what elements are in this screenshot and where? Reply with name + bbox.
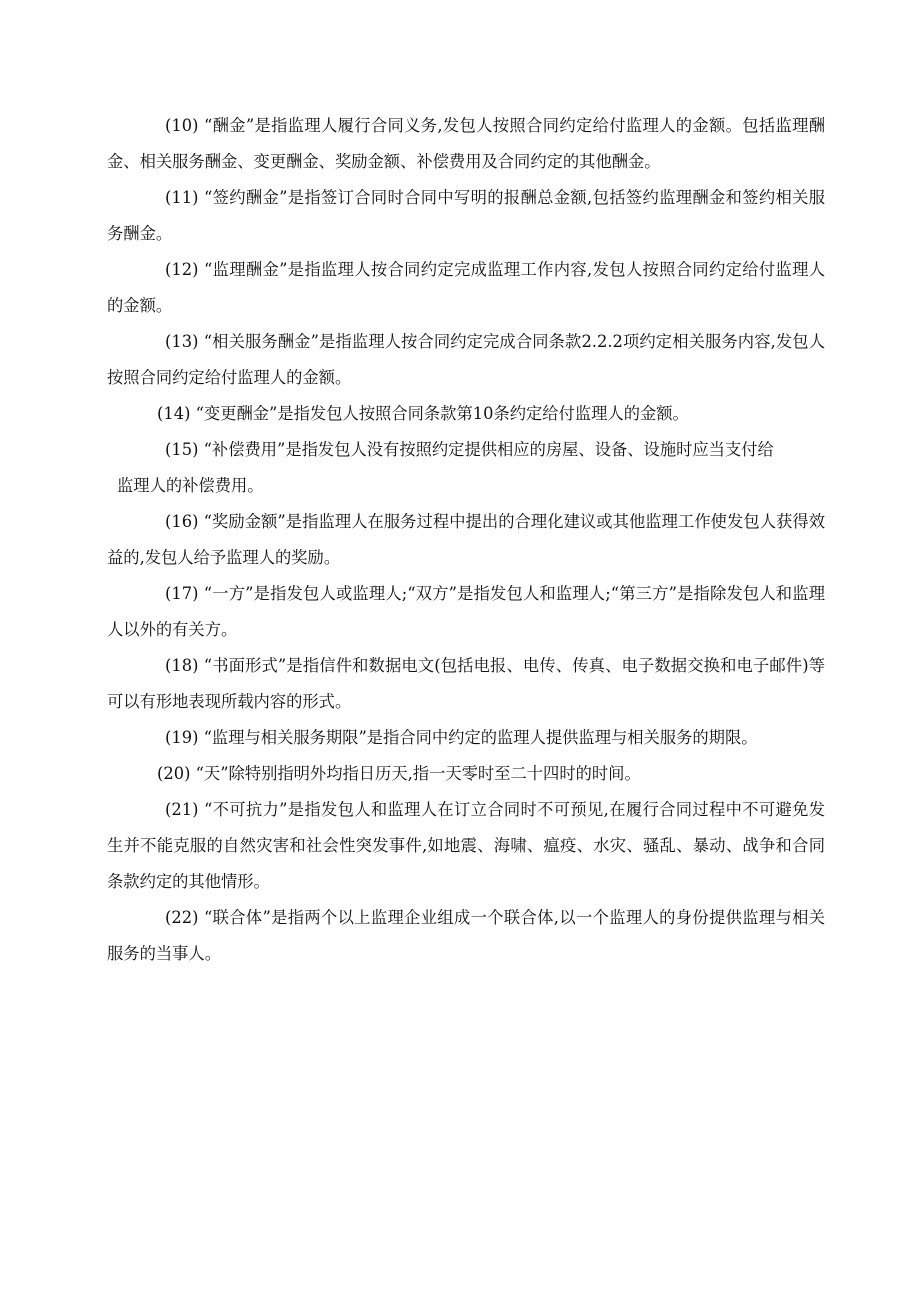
definition-paragraph-20: (20) “天”除特别指明外均指日历天,指一天零时至二十四时的时间。 — [157, 764, 641, 783]
definition-paragraph-15-line1: (15) “补偿费用”是指发包人没有按照约定提供相应的房屋、设备、设施时应当支付给 — [165, 440, 774, 459]
definition-paragraph-19: (19) “监理与相关服务期限”是指合同中约定的监理人提供监理与相关服务的期限。 — [165, 728, 758, 747]
definition-paragraph-15-line2: 监理人的补偿费用。 — [117, 476, 264, 495]
definition-paragraph-22: (22) “联合体”是指两个以上监理企业组成一个联合体,以一个监理人的身份提供监理与相关服务的当事人。 — [107, 908, 825, 963]
definition-paragraph-13: (13) “相关服务酬金”是指监理人按合同约定完成合同条款2.2.2项约定相关服务内容,发包人按照合同约定给付监理人的金额。 — [107, 332, 825, 387]
definition-paragraph-21: (21) “不可抗力”是指发包人和监理人在订立合同时不可预见,在履行合同过程中不可避免发生并不能克服的自然灾害和社会性突发事件,如地震、海啸、瘟疫、水灾、骚乱、暴动、战争和合同条款约定的其他情形。 — [107, 800, 825, 891]
definition-paragraph-17: (17) “一方”是指发包人或监理人;“双方”是指发包人和监理人;“第三方”是指除发包人和监理人以外的有关方。 — [107, 584, 825, 639]
definition-paragraph-10: (10) “酬金”是指监理人履行合同义务,发包人按照合同约定给付监理人的金额。包括监理酬金、相关服务酬金、变更酬金、奖励金额、补偿费用及合同约定的其他酬金。 — [107, 116, 825, 171]
definition-paragraph-18: (18) “书面形式”是指信件和数据电文(包括电报、电传、传真、电子数据交换和电子邮件)等可以有形地表现所载内容的形式。 — [107, 656, 825, 711]
definition-paragraph-14: (14) “变更酬金”是指发包人按照合同条款第10条约定给付监理人的金额。 — [157, 404, 689, 423]
definition-paragraph-11: (11) “签约酬金”是指签订合同时合同中写明的报酬总金额,包括签约监理酬金和签约相关服务酬金。 — [107, 188, 825, 243]
definition-paragraph-12: (12) “监理酬金”是指监理人按合同约定完成监理工作内容,发包人按照合同约定给付监理人的金额。 — [107, 260, 825, 315]
definition-paragraph-15 — [107, 432, 825, 504]
document-body — [107, 108, 825, 972]
definition-paragraph-16: (16) “奖励金额”是指监理人在服务过程中提出的合理化建议或其他监理工作使发包人获得效益的,发包人给予监理人的奖励。 — [107, 512, 825, 567]
